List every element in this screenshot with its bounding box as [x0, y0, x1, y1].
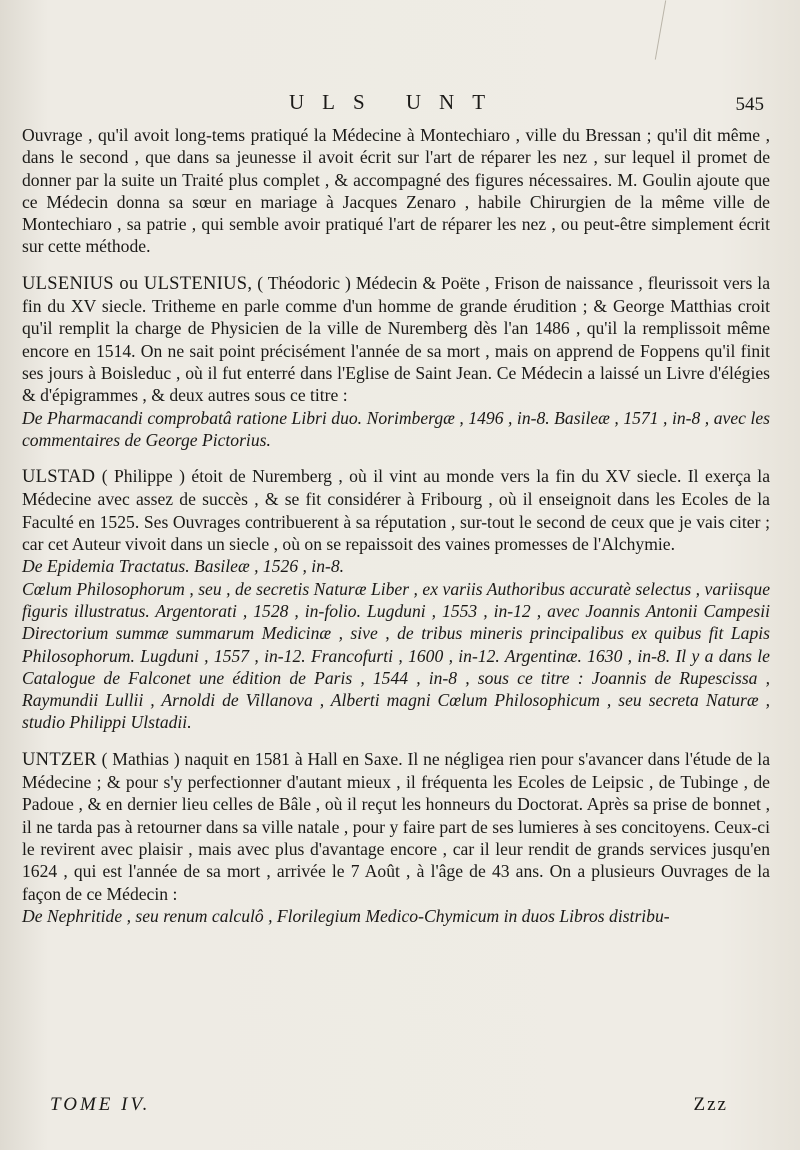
- running-title: ULS UNT: [288, 90, 504, 114]
- page-footer: [50, 1094, 728, 1116]
- work-title: De Nephritide , seu renum calculô , Florilegium Medico-Chymicum in duos Libros distribu-: [22, 905, 670, 926]
- entry-headword: ULSTAD: [22, 467, 96, 488]
- work-title: De Pharmacandi comprobatâ ratione Libri duo. Norimbergæ , 1496 , in-8. Basileæ , 1571 , in-8 , avec les commentaires de George Pictorius.: [22, 407, 770, 450]
- entry-ulsenius: [22, 272, 770, 451]
- work-title: De Epidemia Tractatus. Basileæ , 1526 , in-8.: [22, 556, 345, 577]
- entry-headword: ULSENIUS ou ULSTENIUS,: [22, 273, 253, 294]
- gathering-signature: Zzz: [693, 1094, 728, 1115]
- continuation-paragraph: Ouvrage , qu'il avoit long-tems pratiqué la Médecine à Montechiaro , ville du Bressan ; qu'il dit même , dans le second , que dans sa jeunesse il avoit écrit sur l'art de réparer les nez , sur lequel il promet de donner par la suite un Traité plus complet , & accompagné des figures nécessaires. M. Goulin ajoute que ce Médecin donna sa sœur en mariage à Jacques Zenaro , habile Chirurgien de la même ville de Montechiaro , sa patrie , qui semble avoir pratiqué l'art de réparer les nez , ou peut-être simplement écrit sur cette méthode.: [22, 125, 770, 257]
- running-head: [22, 90, 770, 124]
- paper-crease: [655, 0, 666, 59]
- entry-text: ( Théodoric ) Médecin & Poëte , Frison de naissance , fleurissoit vers la fin du XV siecle. Tritheme en parle comme d'un homme de grande érudition ; & George Matthias croit qu'il remplit la charge de Physicien de la ville de Nuremberg dès l'an 1486 , qu'il la remplissoit même encore en 1514. On ne sait point précisément l'année de sa mort , mais on apprend de Foppens qu'il finit ses jours à Boisleduc , où il fut enterré dans l'Eglise de Saint Jean. Ce Médecin a laissé un Livre d'élégies & d'épigrammes , & deux autres sous ce titre :: [22, 272, 770, 406]
- entry-ulstad: [22, 465, 770, 734]
- entry-untzer: [22, 748, 770, 927]
- page-number: 545: [735, 94, 764, 115]
- work-title: Cœlum Philosophorum , seu , de secretis Naturæ Liber , ex variis Authoribus accuratè selectus , variisque figuris illustratus. Argentorati , 1528 , in-folio. Lugduni , 1553 , in-12 , avec Joannis Antonii Campesii Directorium summæ summarum Medicinæ , sive , de tribus mineris principalibus ex quibus fit Lapis Philosophorum. Lugduni , 1557 , in-12. Francofurti , 1600 , in-12. Argentinæ. 1630 , in-8. Il y a dans le Catalogue de Falconet une édition de Paris , 1544 , in-8 , sous ce titre : Joannis de Rupescissa , Raymundii Lullii , Arnoldi de Villanova , Alberti magni Cœlum Philosophicum , seu secreta Naturæ , studio Philippi Ulstadii.: [22, 578, 770, 733]
- volume-signature: TOME IV.: [50, 1094, 151, 1115]
- entry-text: ( Philippe ) étoit de Nuremberg , où il vint au monde vers la fin du XV siecle. Il exerça la Médecine avec assez de succès , & se fit considérer à Fribourg , où il enseignoit dans les Ecoles de la Faculté en 1525. Ses Ouvrages contribuerent à sa réputation , sur-tout le second de ceux que je vais citer ; car cet Auteur vivoit dans un siecle , où on se repaissoit des vaines promesses de l'Alchymie.: [22, 466, 770, 555]
- entry-headword: UNTZER: [22, 749, 97, 770]
- entry-text: ( Mathias ) naquit en 1581 à Hall en Saxe. Il ne négligea rien pour s'avancer dans l'étude de la Médecine ; & pour s'y perfectionner d'autant mieux , il fréquenta les Ecoles de Leipsic , de Tubinge , de Padoue , & en dernier lieu celles de Bâle , où il reçut les honneurs du Doctorat. Après sa prise de bonnet , il ne tarda pas à retourner dans sa ville natale , pour y faire part de ses lumieres à ses concitoyens. Ceux-ci le revirent avec plaisir , mais avec plus d'avantage encore , car il leur rendit de grands services jusqu'en 1624 , qui est l'année de sa mort , arrivée le 7 Août , à l'âge de 43 ans. On a plusieurs Ouvrages de la façon de ce Médecin :: [22, 748, 770, 904]
